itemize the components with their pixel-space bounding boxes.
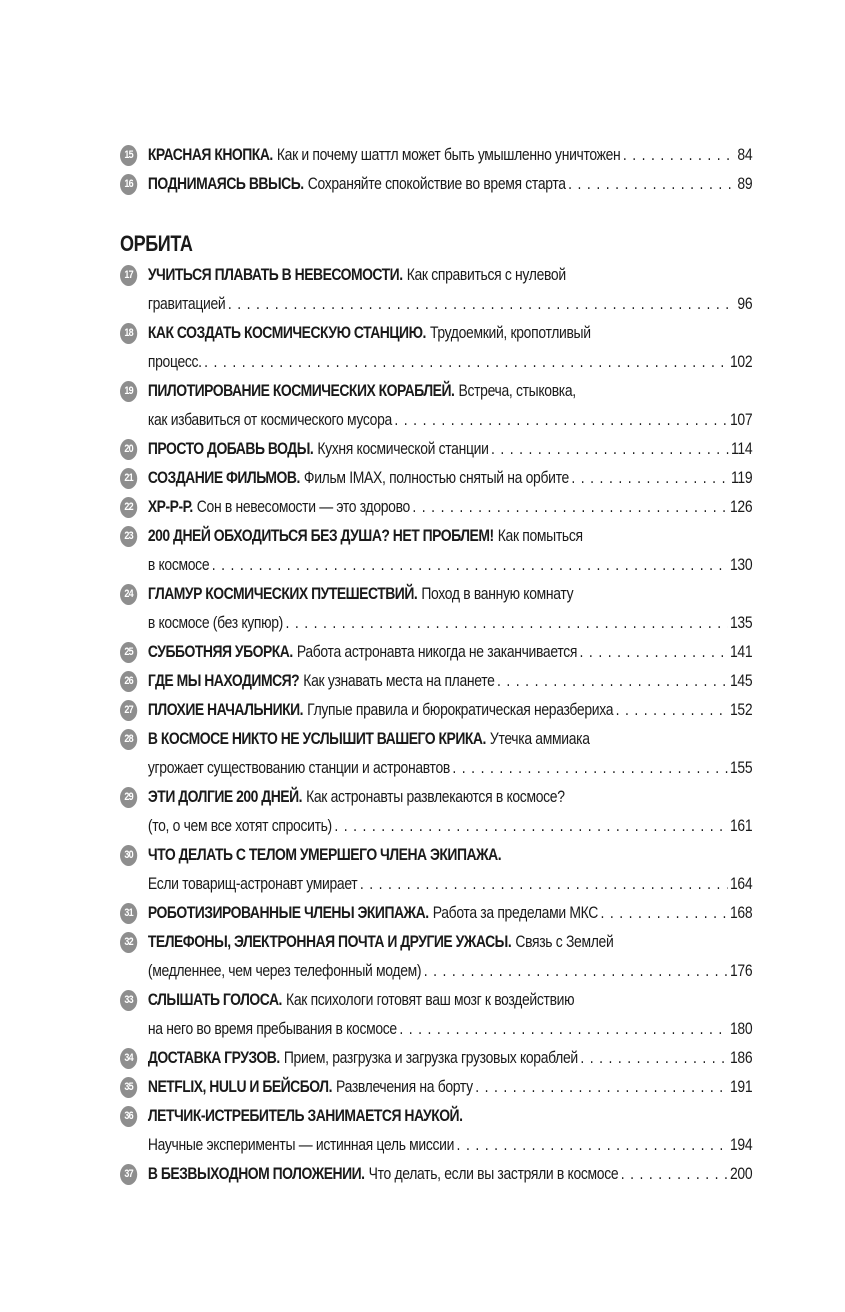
dot-leader <box>399 1014 727 1043</box>
dot-leader <box>580 637 728 666</box>
page-number: 96 <box>737 294 753 313</box>
entry-first-line <box>148 376 752 405</box>
page-number: 164 <box>729 874 753 893</box>
toc-entry[interactable] <box>120 782 752 840</box>
entry-continuation-line <box>148 811 752 840</box>
page-number: 152 <box>729 700 753 719</box>
toc-entry[interactable] <box>120 1043 752 1072</box>
toc-entry[interactable] <box>120 1101 752 1159</box>
chapter-number-badge: 24 <box>120 584 137 605</box>
chapter-title: В БЕЗВЫХОДНОМ ПОЛОЖЕНИИ. <box>147 1164 365 1183</box>
entry-first-line <box>148 724 752 753</box>
page-number: 135 <box>729 613 753 632</box>
toc-entry[interactable] <box>120 637 752 666</box>
dot-leader <box>360 869 728 898</box>
chapter-number-badge: 23 <box>120 526 137 547</box>
entry-first-line <box>148 492 752 521</box>
chapter-number-badge: 15 <box>120 145 137 166</box>
chapter-description: Как узнавать места на планете <box>303 671 495 690</box>
page-number: 84 <box>737 145 753 164</box>
table-of-contents <box>120 140 752 1188</box>
dot-leader <box>623 140 735 169</box>
chapter-title: ГЛАМУР КОСМИЧЕСКИХ ПУТЕШЕСТВИЙ. <box>147 584 418 603</box>
dot-leader <box>621 1159 728 1188</box>
chapter-number-badge: 28 <box>120 729 137 750</box>
chapter-title: ДОСТАВКА ГРУЗОВ. <box>147 1048 280 1067</box>
chapter-title: СОЗДАНИЕ ФИЛЬМОВ. <box>147 468 300 487</box>
page-number: 107 <box>729 410 753 429</box>
chapter-description: Кухня космической станции <box>317 439 489 458</box>
toc-entry[interactable] <box>120 492 752 521</box>
dot-leader <box>457 1130 728 1159</box>
entry-first-line <box>148 463 752 492</box>
chapter-number-badge: 37 <box>120 1164 137 1185</box>
chapter-description: как избавиться от космического мусора <box>147 410 392 429</box>
toc-entry[interactable] <box>120 318 752 376</box>
chapter-description: Прием, разгрузка и загрузка грузовых кораблей <box>283 1048 578 1067</box>
entry-first-line <box>148 637 752 666</box>
chapter-title: РОБОТИЗИРОВАННЫЕ ЧЛЕНЫ ЭКИПАЖА. <box>147 903 429 922</box>
chapter-title: 200 ДНЕЙ ОБХОДИТЬСЯ БЕЗ ДУША? НЕТ ПРОБЛЕМ! <box>147 526 494 545</box>
chapter-description: Что делать, если вы застряли в космосе <box>368 1164 619 1183</box>
entry-first-line <box>148 579 752 608</box>
page-number: 200 <box>729 1164 753 1183</box>
chapter-number-badge: 21 <box>120 468 137 489</box>
entry-first-line <box>148 782 752 811</box>
toc-entry[interactable] <box>120 140 752 169</box>
chapter-title: ПОДНИМАЯСЬ ВВЫСЬ. <box>147 174 304 193</box>
page-number: 194 <box>729 1135 753 1154</box>
toc-entry[interactable] <box>120 434 752 463</box>
dot-leader <box>285 608 727 637</box>
chapter-number-badge: 31 <box>120 903 137 924</box>
chapter-description: Как психологи готовят ваш мозг к воздействию <box>286 990 575 1009</box>
page-number: 180 <box>729 1019 753 1038</box>
entry-continuation-line <box>148 1014 752 1043</box>
dot-leader <box>212 550 728 579</box>
chapter-title: ТЕЛЕФОНЫ, ЭЛЕКТРОННАЯ ПОЧТА И ДРУГИЕ УЖАСЫ. <box>147 932 512 951</box>
chapter-number-badge: 27 <box>120 700 137 721</box>
entry-first-line <box>148 666 752 695</box>
chapter-title: КРАСНАЯ КНОПКА. <box>147 145 273 164</box>
toc-entry[interactable] <box>120 695 752 724</box>
entry-first-line <box>148 927 752 956</box>
chapter-title: ПЛОХИЕ НАЧАЛЬНИКИ. <box>147 700 304 719</box>
chapter-description: Работа за пределами МКС <box>432 903 599 922</box>
chapter-title: УЧИТЬСЯ ПЛАВАТЬ В НЕВЕСОМОСТИ. <box>147 265 403 284</box>
chapter-number-badge: 18 <box>120 323 137 344</box>
entry-first-line <box>148 985 752 1014</box>
toc-entry[interactable] <box>120 1072 752 1101</box>
chapter-description: Как справиться с нулевой <box>406 265 566 284</box>
dot-leader <box>475 1072 727 1101</box>
entry-continuation-line <box>148 405 752 434</box>
chapter-number-badge: 17 <box>120 265 137 286</box>
page-number: 141 <box>729 642 753 661</box>
toc-entry[interactable] <box>120 260 752 318</box>
dot-leader <box>580 1043 727 1072</box>
page-number: 114 <box>731 439 753 458</box>
chapter-description: Работа астронавта никогда не заканчивается <box>296 642 578 661</box>
entry-first-line <box>148 840 752 869</box>
chapter-title: ПИЛОТИРОВАНИЕ КОСМИЧЕСКИХ КОРАБЛЕЙ. <box>147 381 455 400</box>
page-number: 155 <box>729 758 753 777</box>
chapter-description: Поход в ванную комнату <box>421 584 574 603</box>
chapter-description: на него во время пребывания в космосе <box>147 1019 397 1038</box>
chapter-description: Трудоемкий, кропотливый <box>429 323 591 342</box>
chapter-number-badge: 22 <box>120 497 137 518</box>
toc-entry[interactable] <box>120 724 752 782</box>
dot-leader <box>228 289 735 318</box>
chapter-title: ЧТО ДЕЛАТЬ С ТЕЛОМ УМЕРШЕГО ЧЛЕНА ЭКИПАЖА. <box>147 845 502 864</box>
page-number: 186 <box>729 1048 753 1067</box>
toc-entry[interactable] <box>120 666 752 695</box>
chapter-number-badge: 33 <box>120 990 137 1011</box>
entry-continuation-line <box>148 956 752 985</box>
chapter-description: угрожает существованию станции и астронавтов <box>147 758 450 777</box>
chapter-description: Глупые правила и бюрократическая неразбериха <box>307 700 614 719</box>
page-number: 191 <box>729 1077 753 1096</box>
chapter-number-badge: 29 <box>120 787 137 808</box>
chapter-number-badge: 36 <box>120 1106 137 1127</box>
toc-entry[interactable] <box>120 463 752 492</box>
chapter-description: Развлечения на борту <box>336 1077 473 1096</box>
chapter-description: Научные эксперименты — истинная цель миссии <box>147 1135 455 1154</box>
entry-first-line <box>148 1072 752 1101</box>
chapter-description: (медленнее, чем через телефонный модем) <box>147 961 422 980</box>
dot-leader <box>424 956 728 985</box>
entry-continuation-line <box>148 869 752 898</box>
page-number: 130 <box>729 555 753 574</box>
toc-body <box>120 140 752 1188</box>
chapter-description: Связь с Землей <box>515 932 614 951</box>
chapter-number-badge: 32 <box>120 932 137 953</box>
entry-first-line <box>148 695 752 724</box>
entry-first-line <box>148 1101 752 1130</box>
dot-leader <box>600 898 727 927</box>
page-number: 161 <box>729 816 753 835</box>
toc-entry[interactable] <box>120 840 752 898</box>
toc-entry[interactable] <box>120 376 752 434</box>
entry-continuation-line <box>148 289 752 318</box>
entry-first-line <box>148 140 752 169</box>
chapter-number-badge: 25 <box>120 642 137 663</box>
entry-first-line <box>148 898 752 927</box>
page-number: 102 <box>729 352 753 371</box>
dot-leader <box>204 347 727 376</box>
chapter-title: СУББОТНЯЯ УБОРКА. <box>147 642 293 661</box>
dot-leader <box>491 434 729 463</box>
page-number: 89 <box>737 174 753 193</box>
chapter-number-badge: 35 <box>120 1077 137 1098</box>
chapter-number-badge: 19 <box>120 381 137 402</box>
dot-leader <box>497 666 727 695</box>
page-number: 168 <box>729 903 753 922</box>
chapter-number-badge: 26 <box>120 671 137 692</box>
chapter-description: процесс. <box>147 352 202 371</box>
entry-first-line <box>148 169 752 198</box>
chapter-description: Как и почему шаттл может быть умышленно уничтожен <box>276 145 621 164</box>
entry-first-line <box>148 1043 752 1072</box>
chapter-description: Как помыться <box>497 526 583 545</box>
entry-continuation-line <box>148 550 752 579</box>
entry-first-line <box>148 521 752 550</box>
dot-leader <box>452 753 727 782</box>
chapter-title: ЛЕТЧИК-ИСТРЕБИТЕЛЬ ЗАНИМАЕТСЯ НАУКОЙ. <box>147 1106 463 1125</box>
entry-continuation-line <box>148 753 752 782</box>
chapter-description: Утечка аммиака <box>489 729 590 748</box>
chapter-title: В КОСМОСЕ НИКТО НЕ УСЛЫШИТ ВАШЕГО КРИКА. <box>147 729 486 748</box>
chapter-number-badge: 34 <box>120 1048 137 1069</box>
entry-continuation-line <box>148 1130 752 1159</box>
dot-leader <box>394 405 727 434</box>
page-number: 126 <box>729 497 753 516</box>
chapter-number-badge: 16 <box>120 174 137 195</box>
chapter-description: в космосе <box>147 555 210 574</box>
chapter-title: СЛЫШАТЬ ГОЛОСА. <box>147 990 282 1009</box>
chapter-description: (то, о чем все хотят спросить) <box>147 816 332 835</box>
toc-entry[interactable] <box>120 985 752 1043</box>
dot-leader <box>571 463 728 492</box>
toc-entry[interactable] <box>120 898 752 927</box>
chapter-description: гравитацией <box>147 294 226 313</box>
chapter-description: в космосе (без купюр) <box>147 613 283 632</box>
chapter-title: КАК СОЗДАТЬ КОСМИЧЕСКУЮ СТАНЦИЮ. <box>147 323 426 342</box>
chapter-description: Фильм IMAX, полностью снятый на орбите <box>303 468 569 487</box>
chapter-description: Как астронавты развлекаются в космосе? <box>306 787 565 806</box>
chapter-description: Сон в невесомости — это здорово <box>196 497 410 516</box>
section-heading: ОРБИТА <box>120 231 193 256</box>
dot-leader <box>616 695 728 724</box>
chapter-number-badge: 20 <box>120 439 137 460</box>
toc-entry[interactable] <box>120 521 752 579</box>
dot-leader <box>568 169 735 198</box>
chapter-title: ХР-Р-Р. <box>147 497 193 516</box>
page-number: 176 <box>729 961 753 980</box>
toc-entry[interactable] <box>120 579 752 637</box>
entry-continuation-line <box>148 347 752 376</box>
entry-continuation-line <box>148 608 752 637</box>
toc-entry[interactable] <box>120 169 752 198</box>
dot-leader <box>334 811 727 840</box>
chapter-title: ПРОСТО ДОБАВЬ ВОДЫ. <box>147 439 314 458</box>
entry-first-line <box>148 434 752 463</box>
chapter-description: Встреча, стыковка, <box>458 381 576 400</box>
chapter-title: ГДЕ МЫ НАХОДИМСЯ? <box>147 671 300 690</box>
chapter-number-badge: 30 <box>120 845 137 866</box>
page-number: 145 <box>729 671 753 690</box>
chapter-description: Сохраняйте спокойствие во время старта <box>307 174 566 193</box>
entry-first-line <box>148 318 752 347</box>
chapter-description: Если товарищ-астронавт умирает <box>147 874 358 893</box>
chapter-title: ЭТИ ДОЛГИЕ 200 ДНЕЙ. <box>147 787 302 806</box>
page-number: 119 <box>731 468 753 487</box>
dot-leader <box>412 492 727 521</box>
entry-first-line <box>148 260 752 289</box>
entry-first-line <box>148 1159 752 1188</box>
chapter-title: NETFLIX, HULU И БЕЙСБОЛ. <box>147 1077 332 1096</box>
toc-entry[interactable] <box>120 927 752 985</box>
toc-entry[interactable] <box>120 1159 752 1188</box>
